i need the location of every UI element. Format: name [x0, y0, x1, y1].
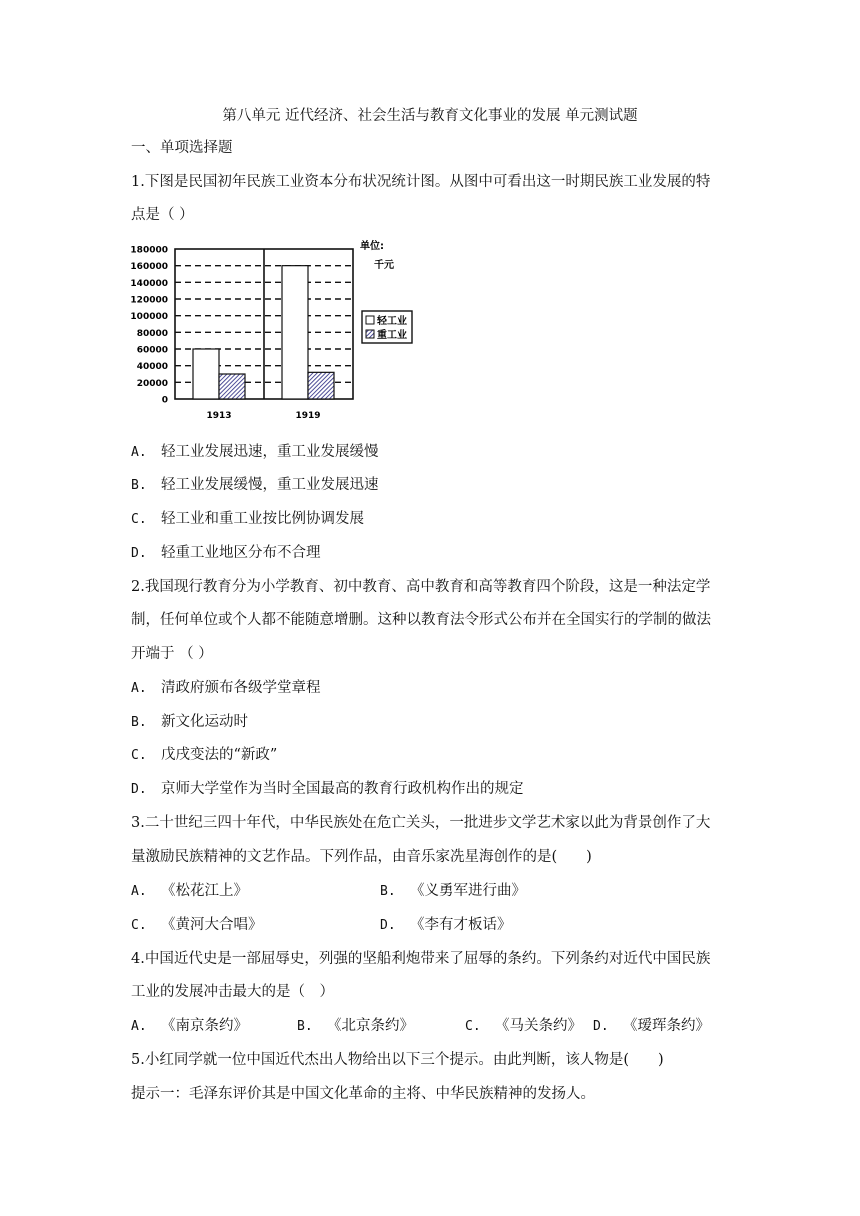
question-1-line-2: 点是（ ）: [131, 207, 194, 223]
y-tick-label: 0: [161, 395, 168, 406]
bar-heavy-industry-1913: [219, 374, 245, 399]
y-tick-label: 120000: [130, 295, 168, 306]
question-3-option-b[interactable]: B. 《义勇军进行曲》: [380, 883, 526, 899]
question-2-option-c[interactable]: C. 戊戌变法的“新政”: [131, 747, 278, 763]
question-3-line-2: 量激励民族精神的文艺作品。下列作品，由音乐家冼星海创作的是( ): [131, 849, 592, 865]
question-3-option-c[interactable]: C. 《黄河大合唱》: [131, 917, 263, 933]
question-3-line-1: 3.二十世纪三四十年代，中华民族处在危亡关头，一批进步文学艺术家以此为背景创作了大: [131, 815, 711, 831]
bar-heavy-industry-1919: [308, 372, 334, 399]
unit-value-label: 千元: [374, 260, 394, 271]
question-2-line-3: 开端于 （ ）: [131, 646, 213, 662]
question-4-option-a[interactable]: A. 《南京条约》: [131, 1018, 248, 1034]
question-1-option-c[interactable]: C. 轻工业和重工业按比例协调发展: [131, 511, 364, 527]
question-4-line-2: 工业的发展冲击最大的是（ ）: [131, 984, 334, 1000]
unit-label: 单位:: [360, 241, 384, 252]
y-tick-label: 180000: [130, 245, 168, 256]
document-title: 第八单元 近代经济、社会生活与教育文化事业的发展 单元测试题: [222, 108, 638, 124]
question-3-option-d[interactable]: D. 《李有才板话》: [380, 917, 512, 933]
y-tick-label: 40000: [136, 362, 168, 373]
y-tick-label: 100000: [130, 312, 168, 323]
section-heading: 一、单项选择题: [131, 140, 233, 156]
legend-label-heavy-industry: 重工业: [377, 330, 407, 341]
y-tick-label: 20000: [136, 378, 168, 389]
question-2-line-1: 2.我国现行教育分为小学教育、初中教育、高中教育和高等教育四个阶段，这是一种法定学: [131, 579, 711, 595]
y-tick-label: 60000: [136, 345, 168, 356]
question-1-option-d[interactable]: D. 轻重工业地区分布不合理: [131, 545, 321, 561]
y-tick-label: 80000: [136, 328, 168, 339]
question-2-option-d[interactable]: D. 京师大学堂作为当时全国最高的教育行政机构作出的规定: [131, 781, 524, 797]
question-4-option-d[interactable]: D. 《瑷珲条约》: [593, 1018, 710, 1034]
y-axis-ticks: [130, 246, 168, 406]
question-1-line-1: 1.下图是民国初年民族工业资本分布状况统计图。从图中可看出这一时期民族工业发展的特: [131, 174, 711, 190]
legend-swatch-heavy-industry: [366, 330, 374, 338]
question-1-option-a[interactable]: A. 轻工业发展迅速，重工业发展缓慢: [131, 444, 379, 460]
question-5-line-1: 5.小红同学就一位中国近代杰出人物给出以下三个提示。由此判断，该人物是( ): [131, 1052, 664, 1068]
legend-swatch-light-industry: [366, 316, 374, 324]
question-2-line-2: 制，任何单位或个人都不能随意增删。这种以教育法令形式公布并在全国实行的学制的做法: [131, 612, 711, 628]
legend-label-light-industry: 轻工业: [377, 316, 407, 327]
bar-light-industry-1919: [282, 266, 308, 399]
question-2-option-b[interactable]: B. 新文化运动时: [131, 714, 248, 730]
capital-distribution-chart: [128, 239, 428, 427]
y-tick-label: 160000: [130, 262, 168, 273]
x-tick-label: 1919: [295, 411, 321, 421]
question-3-option-a[interactable]: A. 《松花江上》: [131, 883, 248, 899]
question-1-option-b[interactable]: B. 轻工业发展缓慢，重工业发展迅速: [131, 477, 379, 493]
y-tick-label: 140000: [130, 278, 168, 289]
question-4-option-c[interactable]: C. 《马关条约》: [465, 1018, 582, 1034]
bar-light-industry-1913: [193, 349, 219, 399]
question-2-option-a[interactable]: A. 清政府颁布各级学堂章程: [131, 680, 321, 696]
question-5-hint-1: 提示一：毛泽东评价其是中国文化革命的主将、中华民族精神的发扬人。: [131, 1086, 595, 1102]
x-tick-label: 1913: [206, 411, 232, 421]
question-4-line-1: 4.中国近代史是一部屈辱史，列强的坚船利炮带来了屈辱的条约。下列条约对近代中国民族: [131, 951, 711, 967]
question-4-option-b[interactable]: B. 《北京条约》: [297, 1018, 414, 1034]
chart-legend: [362, 311, 412, 343]
